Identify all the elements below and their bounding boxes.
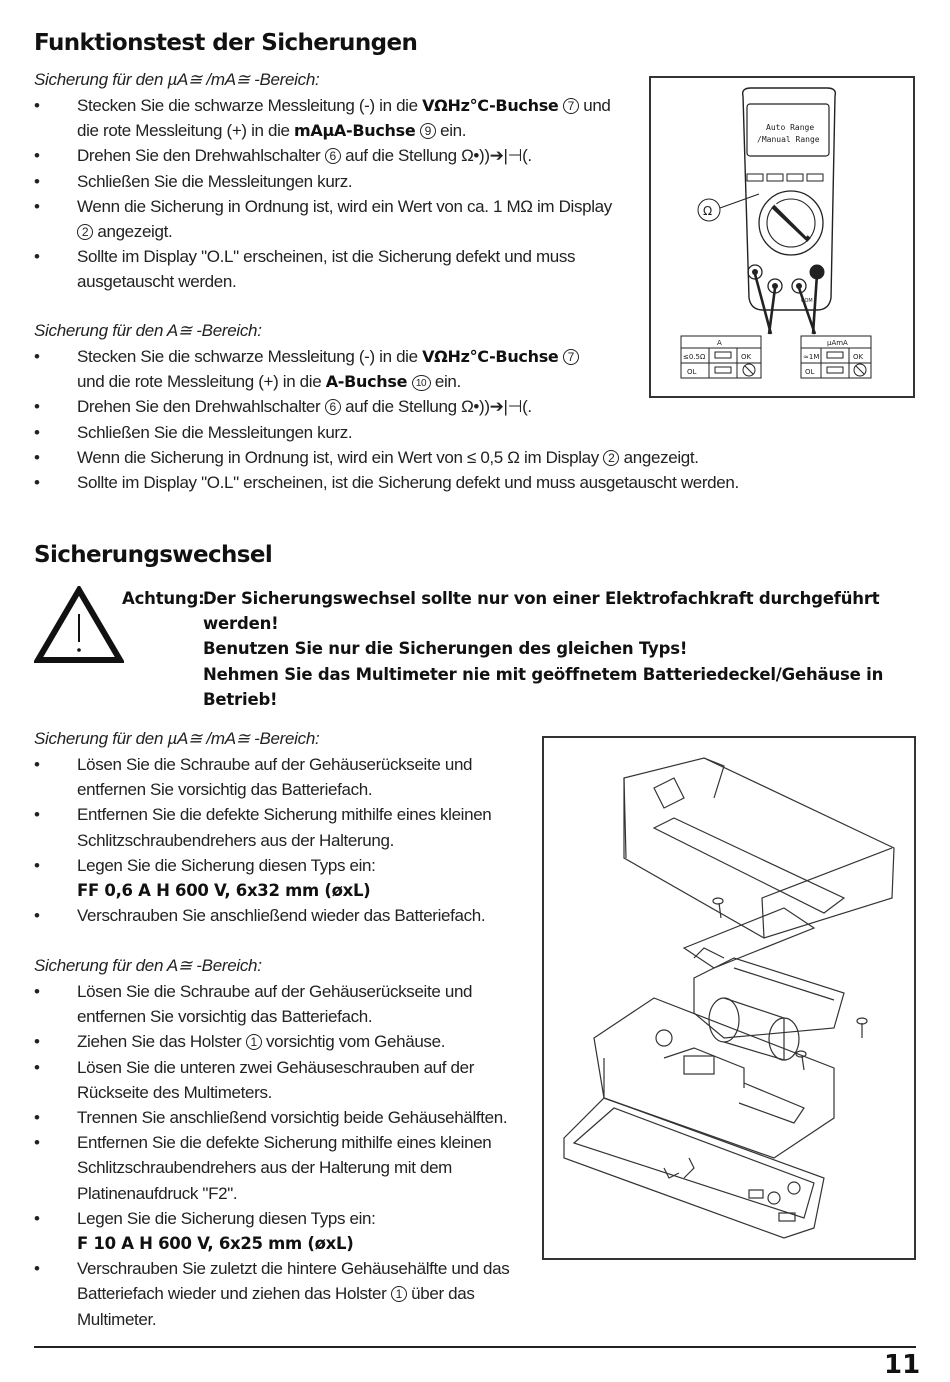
multimeter-drawing: [651, 78, 913, 396]
list-item: • Drehen Sie den Drehwahlschalter 6 auf die Stellung Ω•))➔|⊣(.: [34, 394, 604, 419]
exploded-drawing: [544, 738, 914, 1258]
warning-line: Benutzen Sie nur die Sicherungen des gleichen Typs!: [203, 639, 688, 659]
fuse-table-a: [681, 336, 761, 378]
svg-text:OL: OL: [687, 368, 697, 376]
section-title-fuse-test: Funktionstest der Sicherungen: [34, 30, 418, 56]
warning-triangle-icon: [34, 586, 124, 664]
list-item: • Verschrauben Sie anschließend wieder das Batteriefach.: [34, 903, 514, 928]
list-item: • Schließen Sie die Messleitungen kurz.: [34, 420, 604, 445]
list-item: • Wenn die Sicherung in Ordnung ist, wird ein Wert von ≤ 0,5 Ω im Display 2 angezeigt.: [34, 445, 797, 470]
list-item: • Legen Sie die Sicherung diesen Typs ein: FF 0,6 A H 600 V, 6x32 mm (øxL): [34, 853, 514, 903]
warning-text: [203, 586, 893, 712]
list-item: • Ziehen Sie das Holster 1 vorsichtig vom Gehäuse.: [34, 1029, 514, 1054]
svg-text:OL: OL: [805, 368, 815, 376]
fuse-spec: F 10 A H 600 V, 6x25 mm (øxL): [77, 1234, 354, 1254]
subheading-a-range: Sicherung für den A≅ -Bereich:: [34, 321, 262, 340]
bullet-list-test-a: [34, 344, 739, 495]
list-item: • Entfernen Sie die defekte Sicherung mithilfe eines kleinen Schlitzschraubendrehers aus der Halterung.: [34, 802, 514, 852]
list-item: • Legen Sie die Sicherung diesen Typs ein: F 10 A H 600 V, 6x25 mm (øxL): [34, 1206, 514, 1256]
footer-rule: [34, 1346, 916, 1348]
list-item: • Lösen Sie die unteren zwei Gehäuseschrauben auf der Rückseite des Multimeters.: [34, 1055, 514, 1105]
bullet-list-replace-ua: [34, 752, 514, 928]
page-number: 11: [884, 1350, 921, 1380]
list-item: • Wenn die Sicherung in Ordnung ist, wird ein Wert von ca. 1 MΩ im Display 2 angezeigt.: [34, 194, 624, 244]
display-text-1: Auto Range: [766, 123, 815, 132]
list-item: • Schließen Sie die Messleitungen kurz.: [34, 169, 624, 194]
exploded-view-figure: [542, 736, 916, 1260]
list-item: • Stecken Sie die schwarze Messleitung (-) in die VΩHz°C-Buchse 7 und die rote Messleitung (+) in die A-Buchse 10 ein.: [34, 344, 604, 394]
list-item: • Verschrauben Sie zuletzt die hintere Gehäusehälfte und das Batteriefach wieder und ziehen das Holster 1 über das Multimeter.: [34, 1256, 514, 1332]
svg-text:≈1M: ≈1M: [803, 353, 820, 361]
list-item: • Sollte im Display "O.L" erscheinen, ist die Sicherung defekt und muss ausgetauscht werden.: [34, 244, 624, 294]
section-title-fuse-replacement: Sicherungswechsel: [34, 542, 273, 568]
svg-text:A: A: [717, 339, 722, 347]
fuse-table-ua: [801, 336, 871, 378]
multimeter-test-figure: [649, 76, 915, 398]
list-item: • Sollte im Display "O.L" erscheinen, ist die Sicherung defekt und muss ausgetauscht werden.: [34, 470, 797, 495]
bullet-list-test-ua: [34, 93, 624, 295]
svg-text:OK: OK: [853, 353, 864, 361]
list-item: • Drehen Sie den Drehwahlschalter 6 auf die Stellung Ω•))➔|⊣(.: [34, 143, 624, 168]
list-item: • Trennen Sie anschließend vorsichtig beide Gehäusehälften.: [34, 1105, 514, 1130]
list-item: • Lösen Sie die Schraube auf der Gehäuserückseite und entfernen Sie vorsichtig das Batteriefach.: [34, 979, 514, 1029]
svg-text:µAmA: µAmA: [827, 339, 848, 347]
list-item: • Stecken Sie die schwarze Messleitung (-) in die VΩHz°C-Buchse 7 und die rote Messleitung (+) in die mAµA-Buchse 9 ein.: [34, 93, 624, 143]
svg-text:OK: OK: [741, 353, 752, 361]
warning-line: Nehmen Sie das Multimeter nie mit geöffnetem Batteriedeckel/Gehäuse in Betrieb!: [203, 664, 884, 709]
warning-label: Achtung:: [122, 589, 205, 608]
subheading-a-range-replace: Sicherung für den A≅ -Bereich:: [34, 956, 262, 975]
bullet-list-replace-a: [34, 979, 514, 1332]
svg-text:≤0.5Ω: ≤0.5Ω: [683, 353, 706, 361]
list-item: • Entfernen Sie die defekte Sicherung mithilfe eines kleinen Schlitzschraubendrehers aus der Halterung mit dem Platinenaufdruck "F2".: [34, 1130, 514, 1206]
fuse-spec: FF 0,6 A H 600 V, 6x32 mm (øxL): [77, 881, 371, 901]
ohm-callout: Ω: [703, 204, 713, 218]
com-label: COM: [801, 298, 813, 304]
list-item: • Lösen Sie die Schraube auf der Gehäuserückseite und entfernen Sie vorsichtig das Batteriefach.: [34, 752, 514, 802]
subheading-ua-range-replace: Sicherung für den µA≅ /mA≅ -Bereich:: [34, 729, 320, 748]
warning-line: Der Sicherungswechsel sollte nur von einer Elektrofachkraft durchgeführt werden!: [203, 589, 880, 634]
subheading-ua-range: Sicherung für den µA≅ /mA≅ -Bereich:: [34, 70, 320, 89]
display-text-2: /Manual Range: [757, 135, 820, 144]
